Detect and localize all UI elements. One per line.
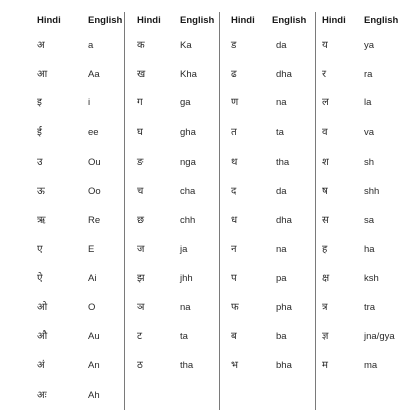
table-cell-hindi: न — [231, 244, 237, 255]
table-cell-hindi: क — [137, 40, 145, 51]
header-english: English — [272, 15, 307, 26]
table-cell-hindi: आ — [37, 69, 48, 80]
table-cell-hindi: ट — [137, 331, 143, 342]
table-cell-hindi: ढ — [231, 69, 237, 80]
table-cell-hindi: द — [231, 186, 237, 197]
column-divider — [219, 12, 220, 410]
table-cell-hindi: व — [322, 127, 328, 138]
table-cell-hindi: अं — [37, 360, 45, 371]
table-cell-hindi: ऋ — [37, 215, 46, 226]
table-cell-english: E — [88, 244, 95, 255]
table-cell-hindi: झ — [137, 273, 145, 284]
header-english: English — [88, 15, 123, 26]
table-cell-hindi: ह — [322, 244, 328, 255]
header-hindi: Hindi — [231, 15, 255, 26]
table-cell-english: va — [364, 127, 375, 138]
table-cell-english: dha — [276, 215, 292, 226]
header-hindi: Hindi — [322, 15, 346, 26]
table-cell-english: sa — [364, 215, 375, 226]
table-cell-hindi: त्र — [322, 302, 328, 313]
table-cell-english: dha — [276, 69, 292, 80]
table-cell-hindi: ल — [322, 97, 329, 108]
table-cell-english: Ai — [88, 273, 97, 284]
table-cell-hindi: श — [322, 157, 329, 168]
header-english: English — [364, 15, 399, 26]
table-cell-hindi: अः — [37, 390, 47, 401]
table-cell-english: shh — [364, 186, 380, 197]
table-cell-hindi: थ — [231, 157, 238, 168]
table-cell-hindi: ग — [137, 97, 143, 108]
table-cell-english: i — [88, 97, 91, 108]
table-cell-hindi: ड — [231, 40, 237, 51]
table-cell-english: ba — [276, 331, 287, 342]
table-cell-english: ya — [364, 40, 375, 51]
table-cell-hindi: ञ — [137, 302, 145, 313]
header-hindi: Hindi — [37, 15, 61, 26]
table-cell-english: gha — [180, 127, 196, 138]
column-divider — [315, 12, 316, 410]
table-cell-hindi: ङ — [137, 157, 144, 168]
table-cell-hindi: ख — [137, 69, 146, 80]
table-cell-hindi: म — [322, 360, 328, 371]
table-cell-hindi: ज्ञ — [322, 331, 329, 342]
header-hindi: Hindi — [137, 15, 161, 26]
table-cell-hindi: ए — [37, 244, 43, 255]
table-cell-english: jhh — [180, 273, 193, 284]
table-cell-english: chh — [180, 215, 196, 226]
table-cell-english: na — [180, 302, 191, 313]
table-cell-hindi: ऐ — [37, 273, 43, 284]
table-cell-english: tra — [364, 302, 376, 313]
table-cell-english: ha — [364, 244, 375, 255]
table-cell-english: Oo — [88, 186, 101, 197]
table-cell-hindi: त — [231, 127, 237, 138]
table-cell-english: Re — [88, 215, 101, 226]
column-divider — [124, 12, 125, 410]
table-cell-english: ksh — [364, 273, 379, 284]
table-cell-english: Ou — [88, 157, 101, 168]
table-cell-english: sh — [364, 157, 375, 168]
table-cell-hindi: ज — [137, 244, 145, 255]
table-cell-hindi: भ — [231, 360, 239, 371]
table-cell-hindi: क्ष — [322, 273, 330, 284]
table-cell-english: ta — [276, 127, 284, 138]
table-cell-hindi: इ — [37, 97, 42, 108]
table-cell-english: O — [88, 302, 96, 313]
table-cell-english: Ah — [88, 390, 100, 401]
table-cell-hindi: ठ — [137, 360, 143, 371]
table-cell-hindi: छ — [137, 215, 145, 226]
table-cell-english: ma — [364, 360, 378, 371]
table-cell-english: pha — [276, 302, 292, 313]
table-cell-english: tha — [180, 360, 194, 371]
table-cell-hindi: ध — [231, 215, 238, 226]
table-cell-english: da — [276, 186, 287, 197]
table-cell-english: ra — [364, 69, 373, 80]
table-cell-english: Aa — [88, 69, 100, 80]
table-cell-english: na — [276, 244, 287, 255]
table-cell-english: la — [364, 97, 372, 108]
table-cell-hindi: ब — [231, 331, 237, 342]
table-cell-english: jna/gya — [364, 331, 395, 342]
table-cell-english: Ka — [180, 40, 192, 51]
table-cell-english: Au — [88, 331, 100, 342]
table-cell-hindi: च — [137, 186, 144, 197]
table-cell-english: cha — [180, 186, 196, 197]
table-cell-hindi: औ — [37, 331, 48, 342]
table-cell-english: nga — [180, 157, 196, 168]
table-cell-hindi: ण — [231, 97, 239, 108]
table-cell-english: An — [88, 360, 100, 371]
table-cell-hindi: स — [322, 215, 329, 226]
table-cell-hindi: र — [322, 69, 327, 80]
table-cell-english: da — [276, 40, 287, 51]
table-cell-english: ta — [180, 331, 188, 342]
table-cell-hindi: प — [231, 273, 237, 284]
table-cell-english: na — [276, 97, 287, 108]
table-cell-english: bha — [276, 360, 292, 371]
table-cell-hindi: ओ — [37, 302, 48, 313]
table-cell-english: ja — [180, 244, 188, 255]
table-cell-hindi: अ — [37, 40, 45, 51]
table-cell-english: ee — [88, 127, 99, 138]
table-cell-english: Kha — [180, 69, 197, 80]
header-english: English — [180, 15, 215, 26]
table-cell-hindi: ई — [37, 127, 42, 138]
table-cell-english: pa — [276, 273, 287, 284]
table-cell-english: tha — [276, 157, 290, 168]
table-cell-english: ga — [180, 97, 191, 108]
table-cell-hindi: य — [322, 40, 328, 51]
table-cell-hindi: ष — [322, 186, 328, 197]
table-cell-hindi: ऊ — [37, 186, 45, 197]
table-cell-hindi: उ — [37, 157, 43, 168]
table-cell-hindi: फ — [231, 302, 239, 313]
table-cell-hindi: घ — [137, 127, 143, 138]
table-cell-english: a — [88, 40, 94, 51]
